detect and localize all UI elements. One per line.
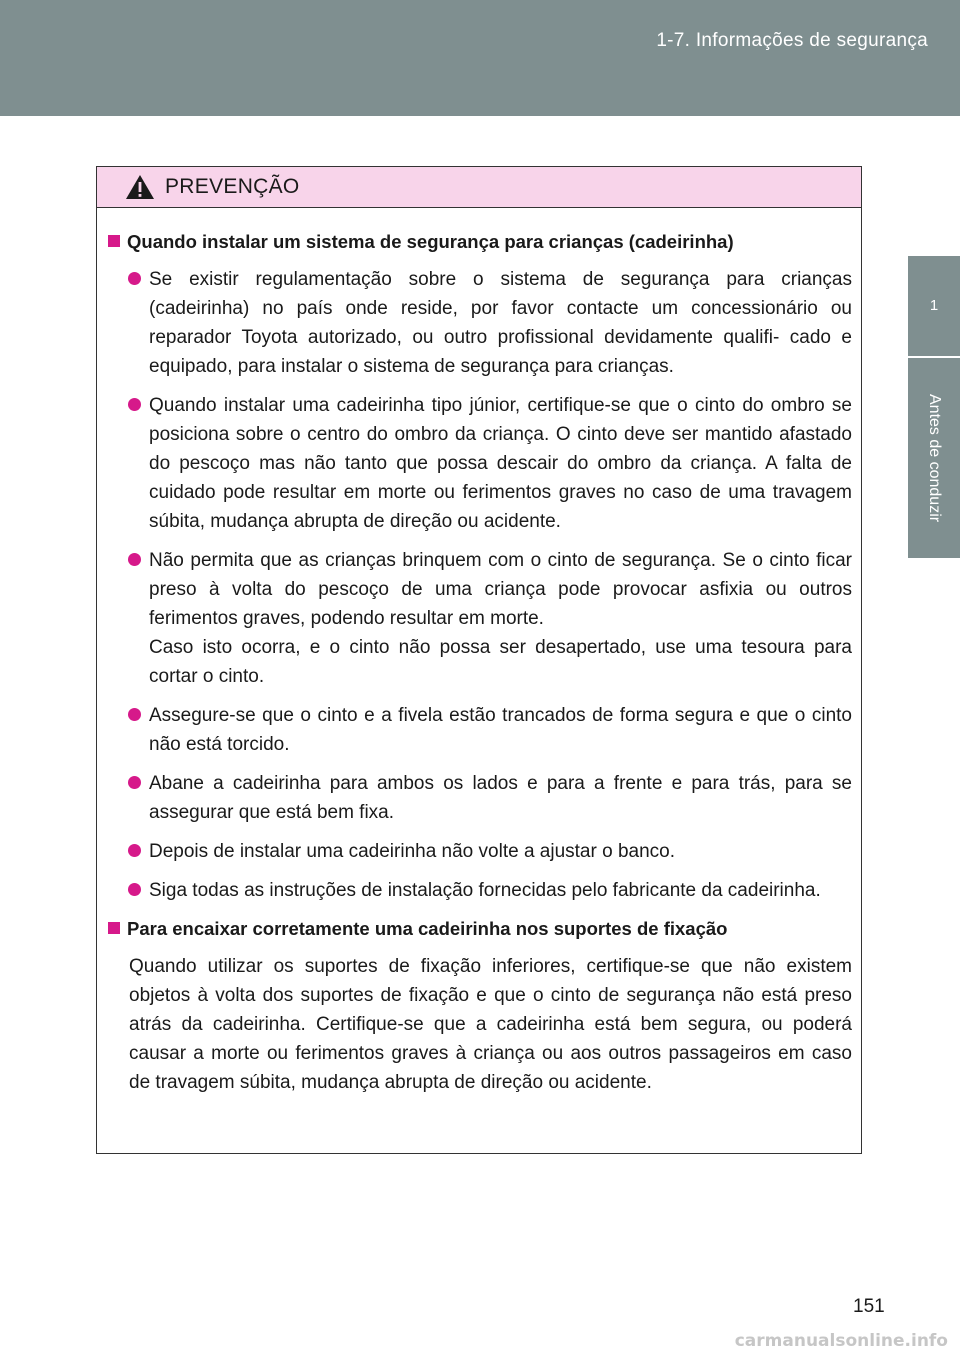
watermark: carmanualsonline.info (734, 1331, 948, 1351)
list-item (128, 391, 852, 536)
circle-bullet-icon (128, 398, 141, 411)
section-heading-text: Quando instalar um sistema de segurança para crianças (cadeirinha) (127, 231, 734, 252)
list-item (128, 701, 852, 759)
square-bullet-icon (108, 235, 120, 247)
circle-bullet-icon (128, 883, 141, 896)
circle-bullet-icon (128, 844, 141, 857)
list-item-text: Depois de instalar uma cadeirinha não volte a ajustar o banco. (149, 841, 675, 862)
page-number: 151 (853, 1296, 885, 1317)
warning-title: PREVENÇÃO (165, 175, 300, 198)
list-item-text: Abane a cadeirinha para ambos os lados e para a frente e para trás, para se assegurar que está bem fixa. (149, 773, 852, 823)
list-item-text: Siga todas as instruções de instalação fornecidas pelo fabricante da cadeirinha. (149, 880, 821, 901)
chapter-title: Antes de conduzir (926, 393, 943, 523)
warning-box (96, 166, 862, 1154)
list-item (128, 769, 852, 827)
section-paragraph: Quando utilizar os suportes de fixação inferiores, certifique-se que não existem objetos à volta dos suportes de fixação e que o cinto de segurança não está preso atrás da cadeirinha. Certifique-se que a cadeirinha está bem segura, ou poderá causar a morte ou ferimentos graves à criança ou aos outros passageiros em caso de travagem súbita, mudança abrupta de direção ou acidente. (129, 956, 852, 1093)
warning-body (97, 208, 861, 1097)
warning-triangle-icon (125, 174, 155, 200)
section-heading (108, 228, 852, 255)
section-title: 1-7. Informações de segurança (656, 30, 928, 51)
chapter-tab-label (908, 358, 960, 558)
circle-bullet-icon (128, 272, 141, 285)
square-bullet-icon (108, 922, 120, 934)
list-item-text: Quando instalar uma cadeirinha tipo júnior, certifique-se que o cinto do ombro se posiciona sobre o centro do ombro da criança. O cinto deve ser mantido afastado do pescoço mas não tanto que possa descair do ombro da criança. A falta de cuidado pode resultar em morte ou ferimentos graves no caso de uma travagem súbita, mudança abrupta de direção ou acidente. (149, 395, 852, 532)
chapter-number-tab: 1 (908, 256, 960, 356)
list-item (128, 546, 852, 691)
circle-bullet-icon (128, 553, 141, 566)
section-heading-text: Para encaixar corretamente uma cadeirinha nos suportes de fixação (127, 918, 728, 939)
header-bar (0, 0, 960, 116)
circle-bullet-icon (128, 708, 141, 721)
list-item-text: Se existir regulamentação sobre o sistema de segurança para crianças (cadeirinha) no país onde reside, por favor contacte um concessionário ou reparador Toyota autorizado, ou outro profissional devidamente qualifi- cado e equipado, para instalar o sistema de segurança para crianças. (149, 269, 852, 377)
list-item-text: Assegure-se que o cinto e a fivela estão trancados de forma segura e que o cinto não está torcido. (149, 705, 852, 755)
circle-bullet-icon (128, 776, 141, 789)
warning-header (97, 167, 861, 208)
section-heading (108, 915, 852, 942)
list-item (128, 876, 852, 905)
list-item (128, 837, 852, 866)
list-item-text: Não permita que as crianças brinquem com o cinto de segurança. Se o cinto ficar preso à volta do pescoço de uma criança pode provocar asfixia ou outros ferimentos graves, podendo resultar em morte. Caso isto ocorra, e o cinto não possa ser desapertado, use uma tesoura para cortar o cinto. (149, 550, 852, 687)
list-item (128, 265, 852, 381)
